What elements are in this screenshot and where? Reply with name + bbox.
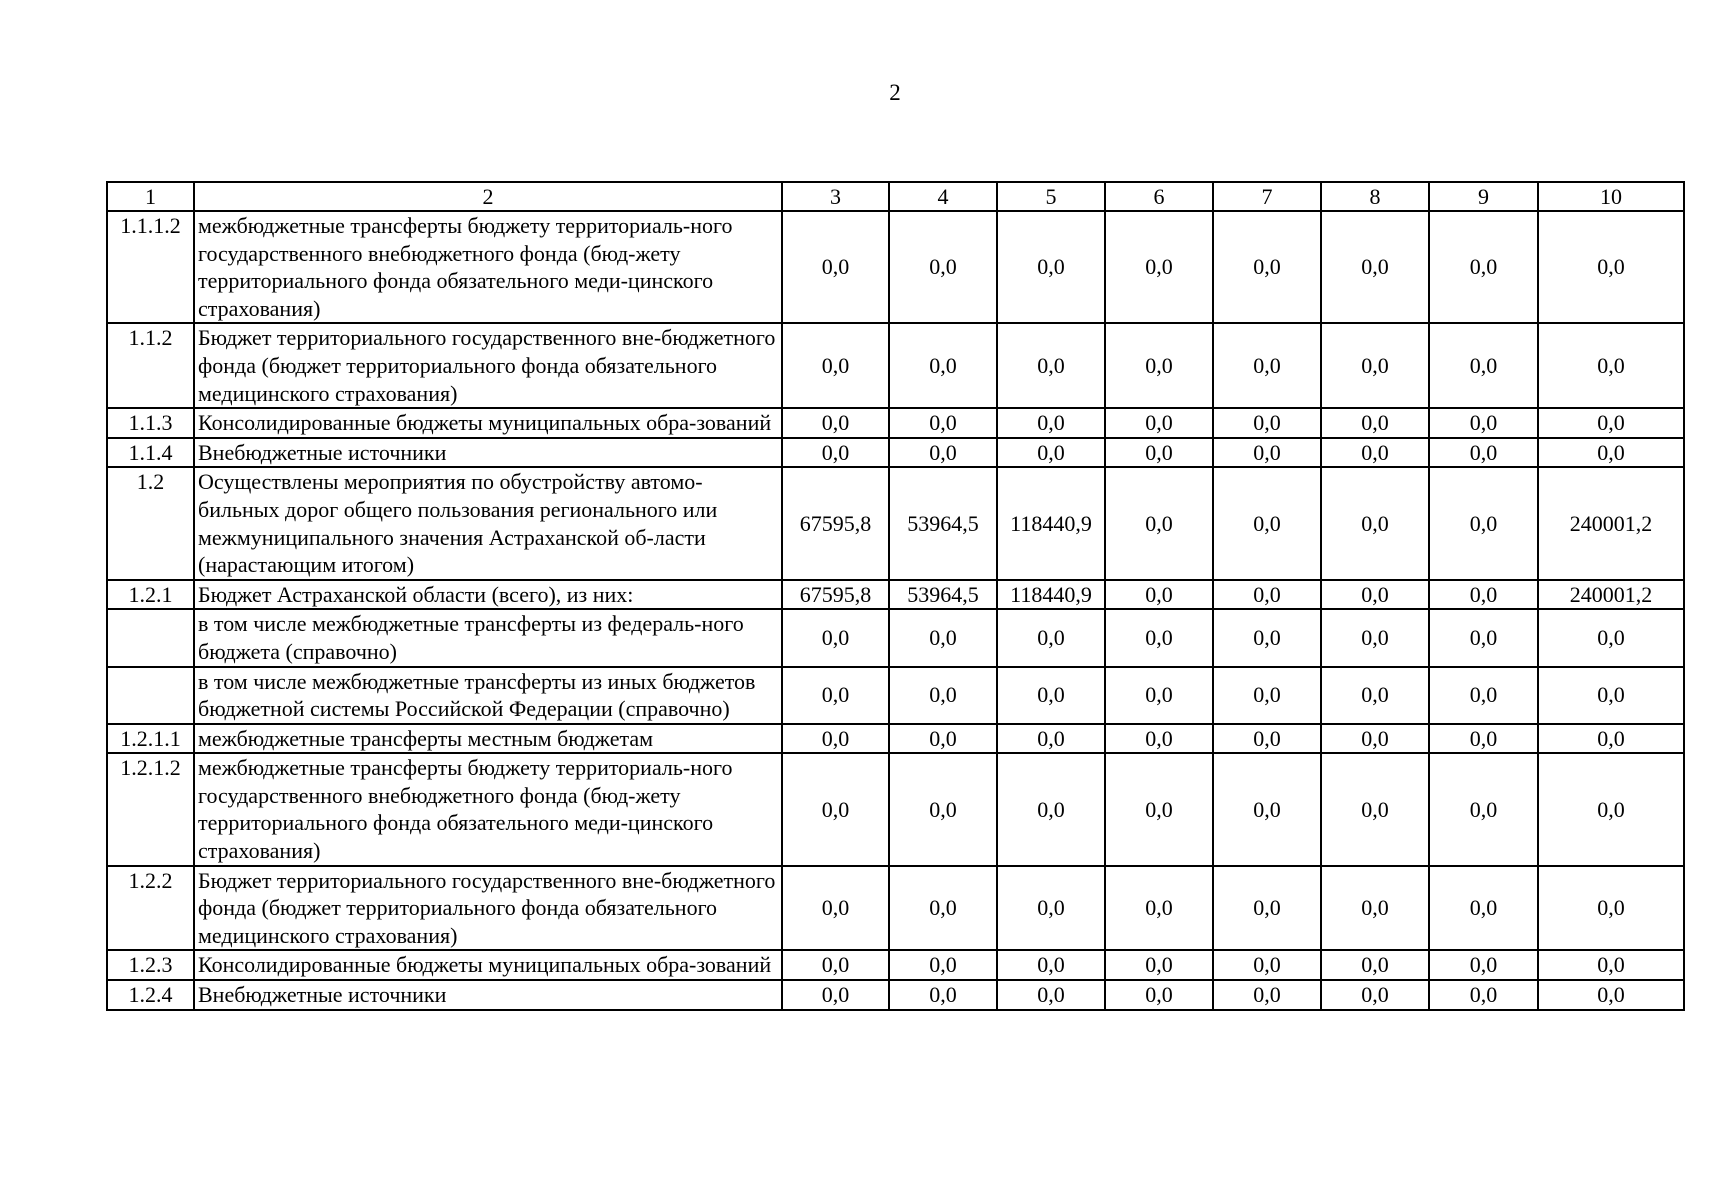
row-value-cell: 0,0 — [1213, 980, 1321, 1010]
row-code-cell — [107, 609, 194, 666]
table-row — [107, 438, 1684, 468]
row-value-cell: 0,0 — [1429, 467, 1538, 579]
row-value-cell: 0,0 — [1321, 667, 1429, 724]
row-value-cell: 0,0 — [1538, 724, 1684, 754]
row-value-cell: 0,0 — [997, 980, 1105, 1010]
table-row — [107, 950, 1684, 980]
row-value-cell: 0,0 — [782, 753, 889, 865]
row-value-cell: 0,0 — [1213, 467, 1321, 579]
table-row — [107, 724, 1684, 754]
row-value-cell: 0,0 — [1538, 980, 1684, 1010]
row-value-cell: 53964,5 — [889, 467, 997, 579]
row-value-cell: 0,0 — [1321, 438, 1429, 468]
row-value-cell: 0,0 — [997, 724, 1105, 754]
row-value-cell: 0,0 — [782, 866, 889, 951]
row-value-cell: 0,0 — [997, 866, 1105, 951]
row-value-cell: 0,0 — [1105, 408, 1213, 438]
row-description-cell: Консолидированные бюджеты муниципальных обра-зований — [194, 950, 782, 980]
row-value-cell: 53964,5 — [889, 580, 997, 610]
row-code-cell: 1.2.4 — [107, 980, 194, 1010]
row-value-cell: 0,0 — [1538, 667, 1684, 724]
row-value-cell: 0,0 — [889, 438, 997, 468]
table-row — [107, 980, 1684, 1010]
row-value-cell: 0,0 — [1213, 408, 1321, 438]
row-value-cell: 0,0 — [1429, 580, 1538, 610]
row-code-cell: 1.2.1.2 — [107, 753, 194, 865]
row-value-cell: 0,0 — [1213, 323, 1321, 408]
row-value-cell: 0,0 — [1321, 950, 1429, 980]
row-value-cell: 0,0 — [889, 323, 997, 408]
row-value-cell: 0,0 — [1429, 438, 1538, 468]
row-value-cell: 0,0 — [889, 753, 997, 865]
header-cell: 3 — [782, 182, 889, 211]
row-value-cell: 0,0 — [1321, 724, 1429, 754]
row-value-cell: 0,0 — [1321, 211, 1429, 323]
table-row — [107, 211, 1684, 323]
row-description-cell: Осуществлены мероприятия по обустройству автомо-бильных дорог общего пользования регионального или межмуниципального значения Астраханской об-ласти (нарастающим итогом) — [194, 467, 782, 579]
row-value-cell: 0,0 — [782, 667, 889, 724]
row-value-cell: 0,0 — [1429, 408, 1538, 438]
row-value-cell: 0,0 — [1105, 753, 1213, 865]
row-value-cell: 240001,2 — [1538, 467, 1684, 579]
row-description-cell: Бюджет территориального государственного вне-бюджетного фонда (бюджет территориального фонда обязательного медицинского страхования) — [194, 323, 782, 408]
header-cell: 6 — [1105, 182, 1213, 211]
row-code-cell: 1.1.2 — [107, 323, 194, 408]
header-cell: 1 — [107, 182, 194, 211]
row-value-cell: 0,0 — [997, 753, 1105, 865]
row-value-cell: 0,0 — [782, 609, 889, 666]
row-value-cell: 0,0 — [782, 211, 889, 323]
row-value-cell: 0,0 — [1429, 323, 1538, 408]
row-value-cell: 0,0 — [1429, 866, 1538, 951]
row-value-cell: 0,0 — [997, 211, 1105, 323]
row-value-cell: 0,0 — [1105, 438, 1213, 468]
row-value-cell: 0,0 — [1213, 724, 1321, 754]
header-cell: 2 — [194, 182, 782, 211]
row-description-cell: Внебюджетные источники — [194, 438, 782, 468]
row-value-cell: 0,0 — [1213, 667, 1321, 724]
row-value-cell: 0,0 — [782, 980, 889, 1010]
row-value-cell: 0,0 — [1429, 980, 1538, 1010]
header-cell: 10 — [1538, 182, 1684, 211]
row-value-cell: 0,0 — [997, 408, 1105, 438]
row-value-cell: 0,0 — [997, 323, 1105, 408]
row-value-cell: 0,0 — [1429, 609, 1538, 666]
table-row — [107, 866, 1684, 951]
row-value-cell: 0,0 — [1213, 609, 1321, 666]
header-cell: 9 — [1429, 182, 1538, 211]
table-row — [107, 408, 1684, 438]
row-value-cell: 0,0 — [1105, 667, 1213, 724]
row-value-cell: 67595,8 — [782, 580, 889, 610]
row-value-cell: 0,0 — [1321, 980, 1429, 1010]
row-value-cell: 0,0 — [1538, 438, 1684, 468]
table-row — [107, 753, 1684, 865]
row-value-cell: 0,0 — [889, 211, 997, 323]
row-value-cell: 0,0 — [1105, 724, 1213, 754]
row-value-cell: 0,0 — [1213, 753, 1321, 865]
row-value-cell: 0,0 — [1538, 211, 1684, 323]
row-code-cell: 1.2.3 — [107, 950, 194, 980]
row-value-cell: 0,0 — [1538, 950, 1684, 980]
row-description-cell: межбюджетные трансферты бюджету территориаль-ного государственного внебюджетного фонда (бюд-жету территориального фонда обязательного меди-цинского страхования) — [194, 753, 782, 865]
row-value-cell: 0,0 — [1105, 866, 1213, 951]
row-value-cell: 0,0 — [1429, 724, 1538, 754]
row-value-cell: 0,0 — [889, 667, 997, 724]
row-description-cell: Внебюджетные источники — [194, 980, 782, 1010]
header-cell: 7 — [1213, 182, 1321, 211]
row-value-cell: 0,0 — [1105, 609, 1213, 666]
row-value-cell: 0,0 — [1429, 211, 1538, 323]
row-value-cell: 118440,9 — [997, 467, 1105, 579]
row-value-cell: 0,0 — [889, 724, 997, 754]
row-value-cell: 0,0 — [1105, 950, 1213, 980]
row-value-cell: 0,0 — [889, 866, 997, 951]
row-value-cell: 0,0 — [1321, 467, 1429, 579]
row-value-cell: 0,0 — [782, 408, 889, 438]
row-value-cell: 0,0 — [1213, 866, 1321, 951]
row-value-cell: 0,0 — [1213, 950, 1321, 980]
row-value-cell: 0,0 — [1105, 980, 1213, 1010]
row-value-cell: 0,0 — [782, 724, 889, 754]
row-value-cell: 0,0 — [997, 609, 1105, 666]
row-value-cell: 0,0 — [1538, 866, 1684, 951]
row-value-cell: 0,0 — [1105, 323, 1213, 408]
row-value-cell: 0,0 — [782, 323, 889, 408]
row-value-cell: 0,0 — [1429, 950, 1538, 980]
row-code-cell: 1.2.1.1 — [107, 724, 194, 754]
row-description-cell: Консолидированные бюджеты муниципальных обра-зований — [194, 408, 782, 438]
row-code-cell: 1.2.1 — [107, 580, 194, 610]
row-value-cell: 0,0 — [997, 667, 1105, 724]
row-value-cell: 0,0 — [782, 950, 889, 980]
row-value-cell: 0,0 — [1321, 408, 1429, 438]
header-row — [107, 182, 1684, 211]
row-value-cell: 0,0 — [889, 950, 997, 980]
page-number: 2 — [889, 80, 901, 105]
row-value-cell: 0,0 — [997, 950, 1105, 980]
row-description-cell: Бюджет Астраханской области (всего), из них: — [194, 580, 782, 610]
row-value-cell: 0,0 — [1105, 580, 1213, 610]
row-code-cell: 1.1.1.2 — [107, 211, 194, 323]
row-value-cell: 0,0 — [1213, 438, 1321, 468]
row-code-cell: 1.2 — [107, 467, 194, 579]
row-value-cell: 0,0 — [1213, 580, 1321, 610]
row-value-cell: 0,0 — [1321, 580, 1429, 610]
row-description-cell: в том числе межбюджетные трансферты из иных бюджетов бюджетной системы Российской Федерации (справочно) — [194, 667, 782, 724]
table-row — [107, 667, 1684, 724]
row-value-cell: 118440,9 — [997, 580, 1105, 610]
row-value-cell: 0,0 — [1538, 323, 1684, 408]
row-value-cell: 0,0 — [1321, 866, 1429, 951]
row-value-cell: 0,0 — [1321, 753, 1429, 865]
table-row — [107, 580, 1684, 610]
row-code-cell — [107, 667, 194, 724]
row-value-cell: 0,0 — [1538, 609, 1684, 666]
row-description-cell: в том числе межбюджетные трансферты из федераль-ного бюджета (справочно) — [194, 609, 782, 666]
row-value-cell: 0,0 — [1321, 323, 1429, 408]
header-cell: 4 — [889, 182, 997, 211]
row-value-cell: 0,0 — [1429, 667, 1538, 724]
row-value-cell: 0,0 — [997, 438, 1105, 468]
row-value-cell: 0,0 — [1429, 753, 1538, 865]
header-cell: 8 — [1321, 182, 1429, 211]
row-value-cell: 0,0 — [1105, 467, 1213, 579]
table-row — [107, 467, 1684, 579]
row-description-cell: межбюджетные трансферты местным бюджетам — [194, 724, 782, 754]
row-value-cell: 0,0 — [1321, 609, 1429, 666]
table-row — [107, 323, 1684, 408]
row-description-cell: Бюджет территориального государственного вне-бюджетного фонда (бюджет территориального фонда обязательного медицинского страхования) — [194, 866, 782, 951]
row-value-cell: 0,0 — [1105, 211, 1213, 323]
row-description-cell: межбюджетные трансферты бюджету территориаль-ного государственного внебюджетного фонда (бюд-жету территориального фонда обязательного меди-цинского страхования) — [194, 211, 782, 323]
budget-table — [106, 181, 1685, 1011]
row-code-cell: 1.2.2 — [107, 866, 194, 951]
row-value-cell: 240001,2 — [1538, 580, 1684, 610]
row-value-cell: 0,0 — [782, 438, 889, 468]
row-code-cell: 1.1.4 — [107, 438, 194, 468]
table-row — [107, 609, 1684, 666]
row-value-cell: 0,0 — [1538, 753, 1684, 865]
row-code-cell: 1.1.3 — [107, 408, 194, 438]
row-value-cell: 0,0 — [1538, 408, 1684, 438]
row-value-cell: 67595,8 — [782, 467, 889, 579]
row-value-cell: 0,0 — [1213, 211, 1321, 323]
header-cell: 5 — [997, 182, 1105, 211]
row-value-cell: 0,0 — [889, 609, 997, 666]
row-value-cell: 0,0 — [889, 980, 997, 1010]
table-body — [107, 182, 1684, 1010]
row-value-cell: 0,0 — [889, 408, 997, 438]
